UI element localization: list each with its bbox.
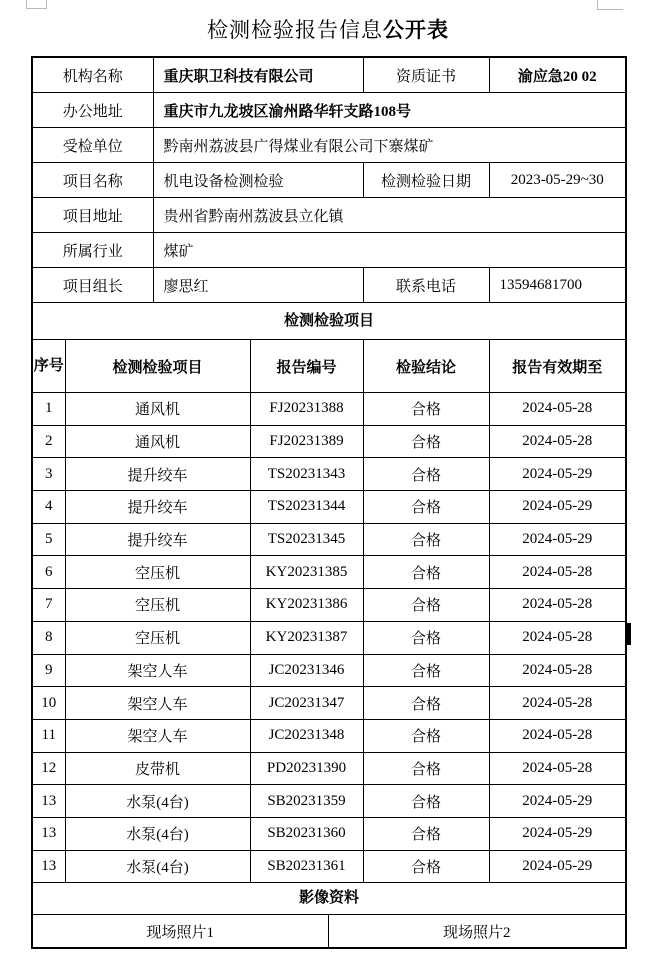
row-valid-until: 2024-05-28 <box>489 719 625 752</box>
table-row <box>33 752 625 785</box>
row-conclusion: 合格 <box>363 719 489 752</box>
row-valid-until: 2024-05-29 <box>489 785 625 818</box>
row-item-name: 架空人车 <box>65 687 250 720</box>
row-conclusion: 合格 <box>363 491 489 524</box>
industry-label: 所属行业 <box>33 233 153 268</box>
row-conclusion: 合格 <box>363 523 489 556</box>
page-title-part2: 公开表 <box>383 18 449 42</box>
row-valid-until: 2024-05-29 <box>489 458 625 491</box>
items-section-header: 检测检验项目 <box>33 302 625 339</box>
media-section-header: 影像资料 <box>33 882 625 914</box>
row-serial-number: 13 <box>33 785 65 818</box>
table-row <box>33 817 625 850</box>
table-row <box>33 233 625 268</box>
row-valid-until: 2024-05-28 <box>489 589 625 622</box>
row-serial-number: 1 <box>33 393 65 426</box>
column-header-conclusion: 检验结论 <box>363 340 489 393</box>
table-row <box>33 58 625 93</box>
row-conclusion: 合格 <box>363 785 489 818</box>
info-section <box>33 58 625 302</box>
inspected-unit-label: 受检单位 <box>33 128 153 163</box>
row-serial-number: 2 <box>33 425 65 458</box>
table-row <box>33 458 625 491</box>
row-conclusion: 合格 <box>363 556 489 589</box>
row-report-number: TS20231343 <box>250 458 363 491</box>
row-report-number: SB20231359 <box>250 785 363 818</box>
row-item-name: 架空人车 <box>65 654 250 687</box>
row-conclusion: 合格 <box>363 458 489 491</box>
cert-value: 渝应急20 02 <box>489 58 625 93</box>
phone-value: 13594681700 <box>489 268 625 303</box>
project-address-value: 贵州省黔南州荔波县立化镇 <box>153 198 625 233</box>
project-name-value: 机电设备检测检验 <box>153 163 363 198</box>
row-conclusion: 合格 <box>363 850 489 882</box>
row-serial-number: 5 <box>33 523 65 556</box>
table-row <box>33 785 625 818</box>
table-row <box>33 93 625 128</box>
row-conclusion: 合格 <box>363 687 489 720</box>
row-item-name: 空压机 <box>65 589 250 622</box>
row-item-name: 提升绞车 <box>65 458 250 491</box>
report-form-table <box>31 56 627 949</box>
row-serial-number: 3 <box>33 458 65 491</box>
table-row <box>33 850 625 882</box>
office-address-label: 办公地址 <box>33 93 153 128</box>
row-item-name: 通风机 <box>65 393 250 426</box>
row-serial-number: 12 <box>33 752 65 785</box>
row-serial-number: 4 <box>33 491 65 524</box>
cert-label: 资质证书 <box>363 58 489 93</box>
row-item-name: 架空人车 <box>65 719 250 752</box>
row-report-number: FJ20231388 <box>250 393 363 426</box>
row-item-name: 空压机 <box>65 621 250 654</box>
inspection-items-table <box>33 339 625 882</box>
row-valid-until: 2024-05-28 <box>489 621 625 654</box>
row-report-number: PD20231390 <box>250 752 363 785</box>
table-row <box>33 556 625 589</box>
row-valid-until: 2024-05-29 <box>489 523 625 556</box>
row-conclusion: 合格 <box>363 621 489 654</box>
row-report-number: JC20231346 <box>250 654 363 687</box>
table-body <box>33 393 625 883</box>
inspected-unit-value: 黔南州荔波县广得煤业有限公司下寨煤矿 <box>153 128 625 163</box>
row-item-name: 通风机 <box>65 425 250 458</box>
row-report-number: FJ20231389 <box>250 425 363 458</box>
project-leader-label: 项目组长 <box>33 268 153 303</box>
project-address-label: 项目地址 <box>33 198 153 233</box>
row-conclusion: 合格 <box>363 393 489 426</box>
row-item-name: 提升绞车 <box>65 491 250 524</box>
row-valid-until: 2024-05-29 <box>489 817 625 850</box>
inspection-date-label: 检测检验日期 <box>363 163 489 198</box>
table-row <box>33 163 625 198</box>
project-leader-value: 廖思红 <box>153 268 363 303</box>
row-valid-until: 2024-05-28 <box>489 654 625 687</box>
row-item-name: 水泵(4台) <box>65 785 250 818</box>
row-report-number: KY20231387 <box>250 621 363 654</box>
page-title-part1: 检测检验报告信息 <box>207 18 383 42</box>
row-serial-number: 9 <box>33 654 65 687</box>
row-report-number: JC20231348 <box>250 719 363 752</box>
row-report-number: SB20231360 <box>250 817 363 850</box>
row-valid-until: 2024-05-28 <box>489 556 625 589</box>
table-row <box>33 425 625 458</box>
row-conclusion: 合格 <box>363 425 489 458</box>
org-name-value: 重庆职卫科技有限公司 <box>153 58 363 93</box>
table-row <box>33 491 625 524</box>
table-row <box>33 621 625 654</box>
table-row <box>33 719 625 752</box>
table-row <box>33 915 625 948</box>
table-header-row <box>33 340 625 393</box>
photo1-label: 现场照片1 <box>33 915 328 948</box>
table-row <box>33 687 625 720</box>
row-conclusion: 合格 <box>363 654 489 687</box>
row-conclusion: 合格 <box>363 817 489 850</box>
row-item-name: 皮带机 <box>65 752 250 785</box>
org-name-label: 机构名称 <box>62 68 123 85</box>
text-boundary-corner-mark-left <box>26 0 47 9</box>
row-valid-until: 2024-05-28 <box>489 425 625 458</box>
table-row <box>33 128 625 163</box>
row-serial-number: 6 <box>33 556 65 589</box>
row-conclusion: 合格 <box>363 589 489 622</box>
industry-value: 煤矿 <box>153 233 625 268</box>
table-row <box>33 654 625 687</box>
table-row <box>33 393 625 426</box>
row-serial-number: 10 <box>33 687 65 720</box>
page-title <box>0 14 656 44</box>
office-address-value: 重庆市九龙坡区渝州路华轩支路108号 <box>153 93 625 128</box>
row-valid-until: 2024-05-29 <box>489 850 625 882</box>
project-name-label: 项目名称 <box>33 163 153 198</box>
row-item-name: 提升绞车 <box>65 523 250 556</box>
row-serial-number: 8 <box>33 621 65 654</box>
row-report-number: KY20231386 <box>250 589 363 622</box>
row-valid-until: 2024-05-28 <box>489 752 625 785</box>
row-item-name: 水泵(4台) <box>65 817 250 850</box>
row-serial-number: 13 <box>33 817 65 850</box>
row-valid-until: 2024-05-28 <box>489 393 625 426</box>
table-row <box>33 268 625 303</box>
text-boundary-corner-mark-right <box>597 0 623 10</box>
inspection-date-value: 2023-05-29~30 <box>489 163 625 198</box>
column-header-item: 检测检验项目 <box>65 340 250 393</box>
photo2-label: 现场照片2 <box>328 915 625 948</box>
row-report-number: JC20231347 <box>250 687 363 720</box>
row-valid-until: 2024-05-28 <box>489 687 625 720</box>
row-report-number: TS20231345 <box>250 523 363 556</box>
row-report-number: SB20231361 <box>250 850 363 882</box>
row-conclusion: 合格 <box>363 752 489 785</box>
row-item-name: 空压机 <box>65 556 250 589</box>
table-row <box>33 198 625 233</box>
row-report-number: KY20231385 <box>250 556 363 589</box>
row-report-number: TS20231344 <box>250 491 363 524</box>
row-item-name: 水泵(4台) <box>65 850 250 882</box>
row-valid-until: 2024-05-29 <box>489 491 625 524</box>
column-header-valid-until: 报告有效期至 <box>489 340 625 393</box>
row-serial-number: 11 <box>33 719 65 752</box>
table-row <box>33 589 625 622</box>
column-header-serial: 序号 <box>33 340 65 393</box>
table-row <box>33 523 625 556</box>
row-serial-number: 13 <box>33 850 65 882</box>
row-serial-number: 7 <box>33 589 65 622</box>
phone-label: 联系电话 <box>363 268 489 303</box>
photos-section <box>33 914 625 947</box>
column-header-report-no: 报告编号 <box>250 340 363 393</box>
